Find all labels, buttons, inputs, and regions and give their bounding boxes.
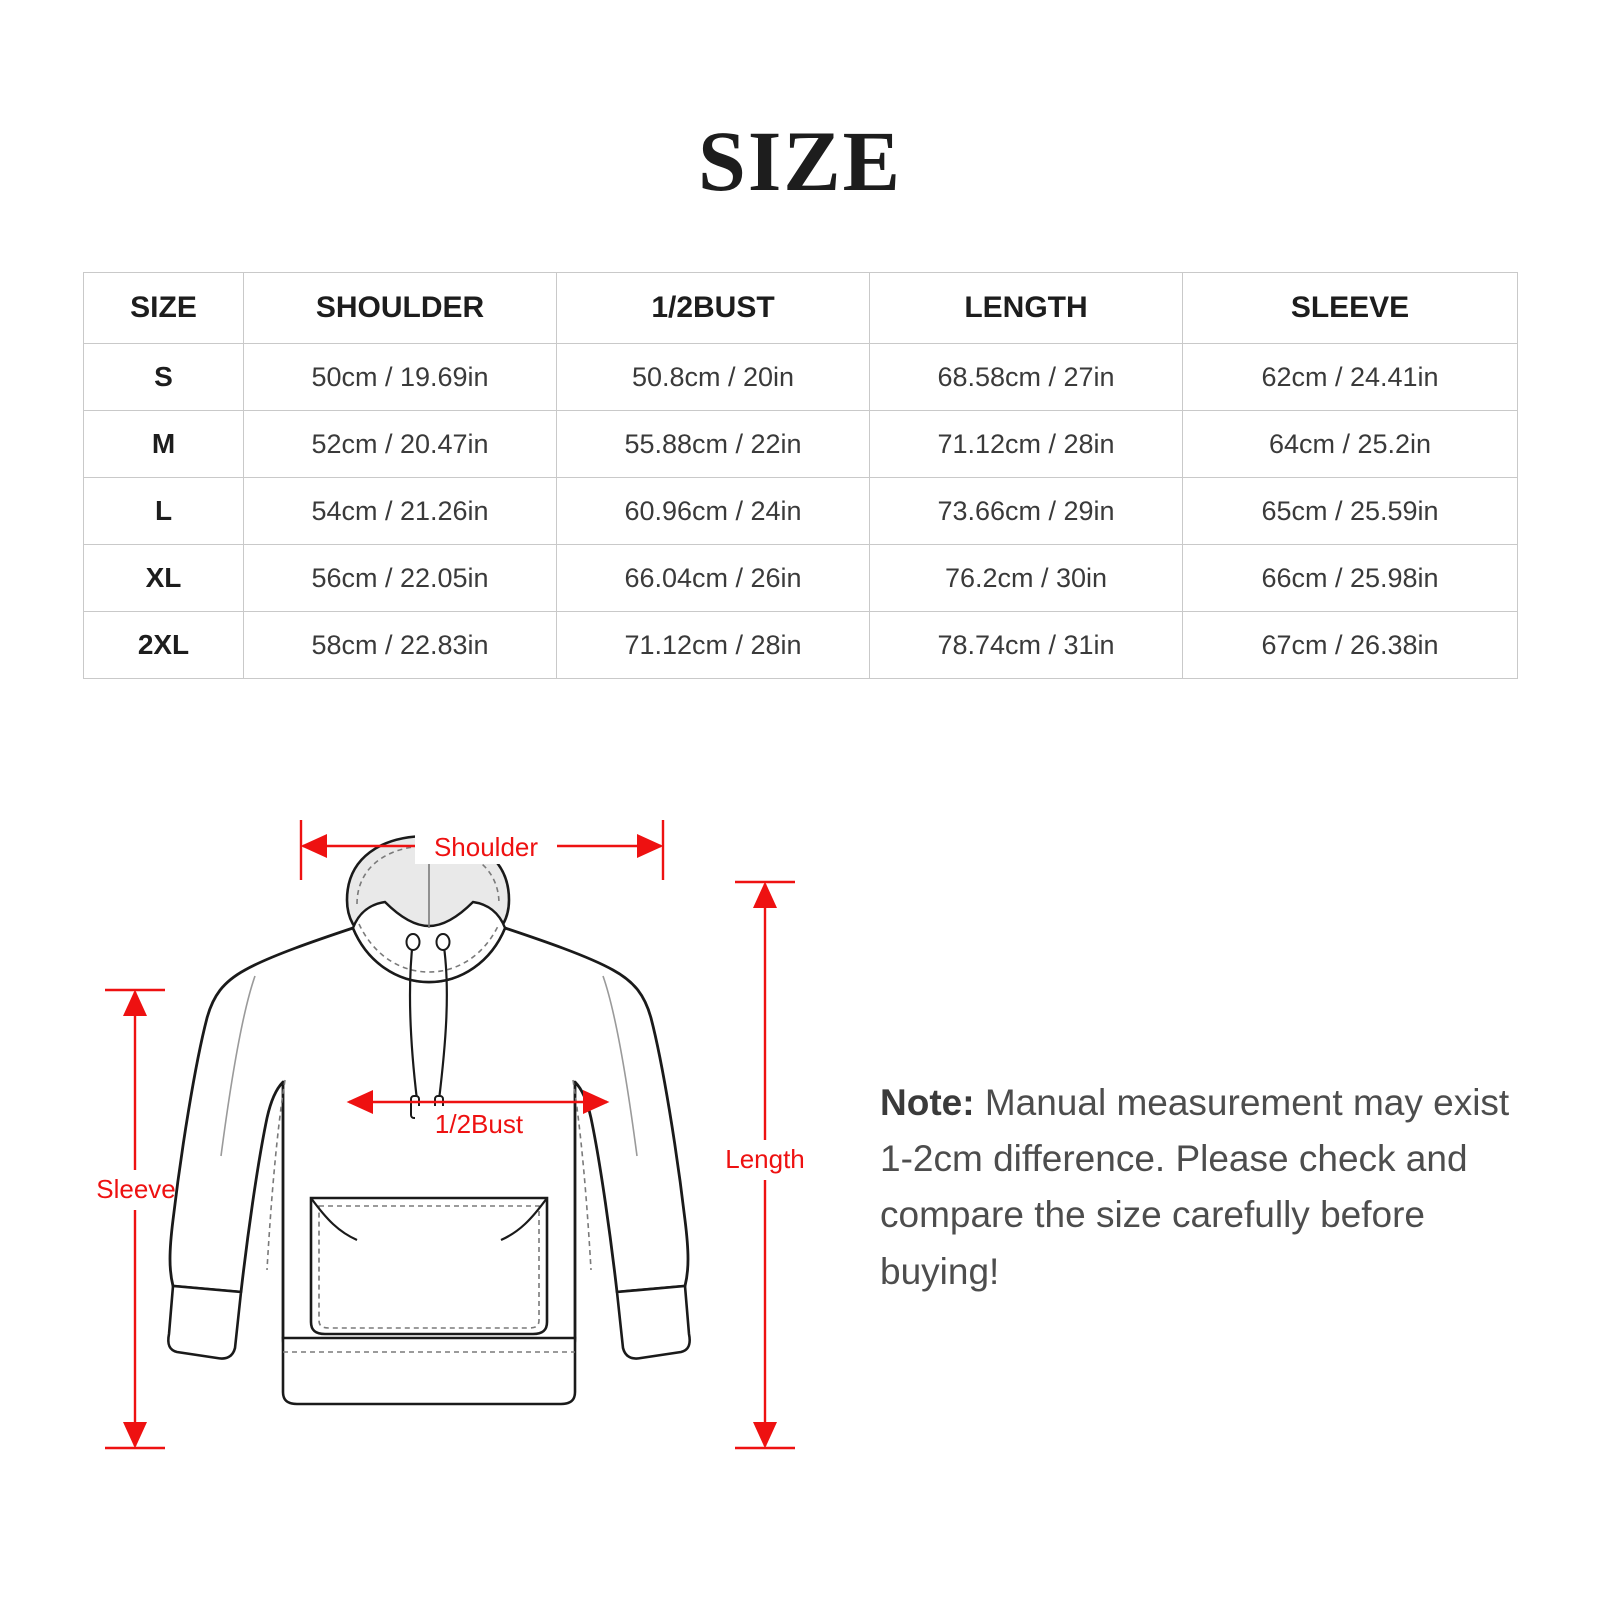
cell-shoulder: 52cm / 20.47in — [244, 411, 557, 478]
cell-size: S — [84, 344, 244, 411]
note-block — [880, 1075, 1520, 1300]
cell-length: 76.2cm / 30in — [870, 545, 1183, 612]
cell-bust: 71.12cm / 28in — [557, 612, 870, 679]
cell-shoulder: 54cm / 21.26in — [244, 478, 557, 545]
table-row — [84, 344, 1518, 411]
column-header-sleeve: SLEEVE — [1183, 273, 1518, 344]
table-header-row — [84, 273, 1518, 344]
column-header-size: SIZE — [84, 273, 244, 344]
cell-shoulder: 50cm / 19.69in — [244, 344, 557, 411]
bust-label: 1/2Bust — [434, 1109, 524, 1139]
cell-size: XL — [84, 545, 244, 612]
cell-size: M — [84, 411, 244, 478]
cell-bust: 66.04cm / 26in — [557, 545, 870, 612]
size-chart-table — [83, 272, 1518, 679]
cell-length: 78.74cm / 31in — [870, 612, 1183, 679]
cell-size: 2XL — [84, 612, 244, 679]
cell-length: 71.12cm / 28in — [870, 411, 1183, 478]
cell-sleeve: 67cm / 26.38in — [1183, 612, 1518, 679]
sleeve-measure-annotation — [96, 990, 176, 1448]
shoulder-label: Shoulder — [433, 832, 539, 862]
cell-bust: 60.96cm / 24in — [557, 478, 870, 545]
length-label: Length — [725, 1144, 805, 1174]
column-header-length: LENGTH — [870, 273, 1183, 344]
cell-shoulder: 56cm / 22.05in — [244, 545, 557, 612]
size-chart-table-container — [83, 272, 1517, 679]
cell-bust: 50.8cm / 20in — [557, 344, 870, 411]
cell-sleeve: 64cm / 25.2in — [1183, 411, 1518, 478]
column-header-shoulder: SHOULDER — [244, 273, 557, 344]
length-measure-annotation — [725, 882, 805, 1448]
cell-sleeve: 66cm / 25.98in — [1183, 545, 1518, 612]
cell-length: 68.58cm / 27in — [870, 344, 1183, 411]
cell-sleeve: 62cm / 24.41in — [1183, 344, 1518, 411]
cell-shoulder: 58cm / 22.83in — [244, 612, 557, 679]
note-label: Note: — [880, 1082, 975, 1123]
page-title: SIZE — [697, 113, 903, 209]
cell-bust: 55.88cm / 22in — [557, 411, 870, 478]
cell-sleeve: 65cm / 25.59in — [1183, 478, 1518, 545]
table-row — [84, 411, 1518, 478]
table-row — [84, 545, 1518, 612]
cell-length: 73.66cm / 29in — [870, 478, 1183, 545]
column-header-bust: 1/2BUST — [557, 273, 870, 344]
sleeve-label: Sleeve — [96, 1174, 176, 1204]
cell-size: L — [84, 478, 244, 545]
note-text: Manual measurement may exist 1-2cm difference. Please check and compare the size carefully before buying! — [880, 1082, 1510, 1292]
table-row — [84, 478, 1518, 545]
table-row — [84, 612, 1518, 679]
measurement-diagram — [95, 800, 855, 1500]
